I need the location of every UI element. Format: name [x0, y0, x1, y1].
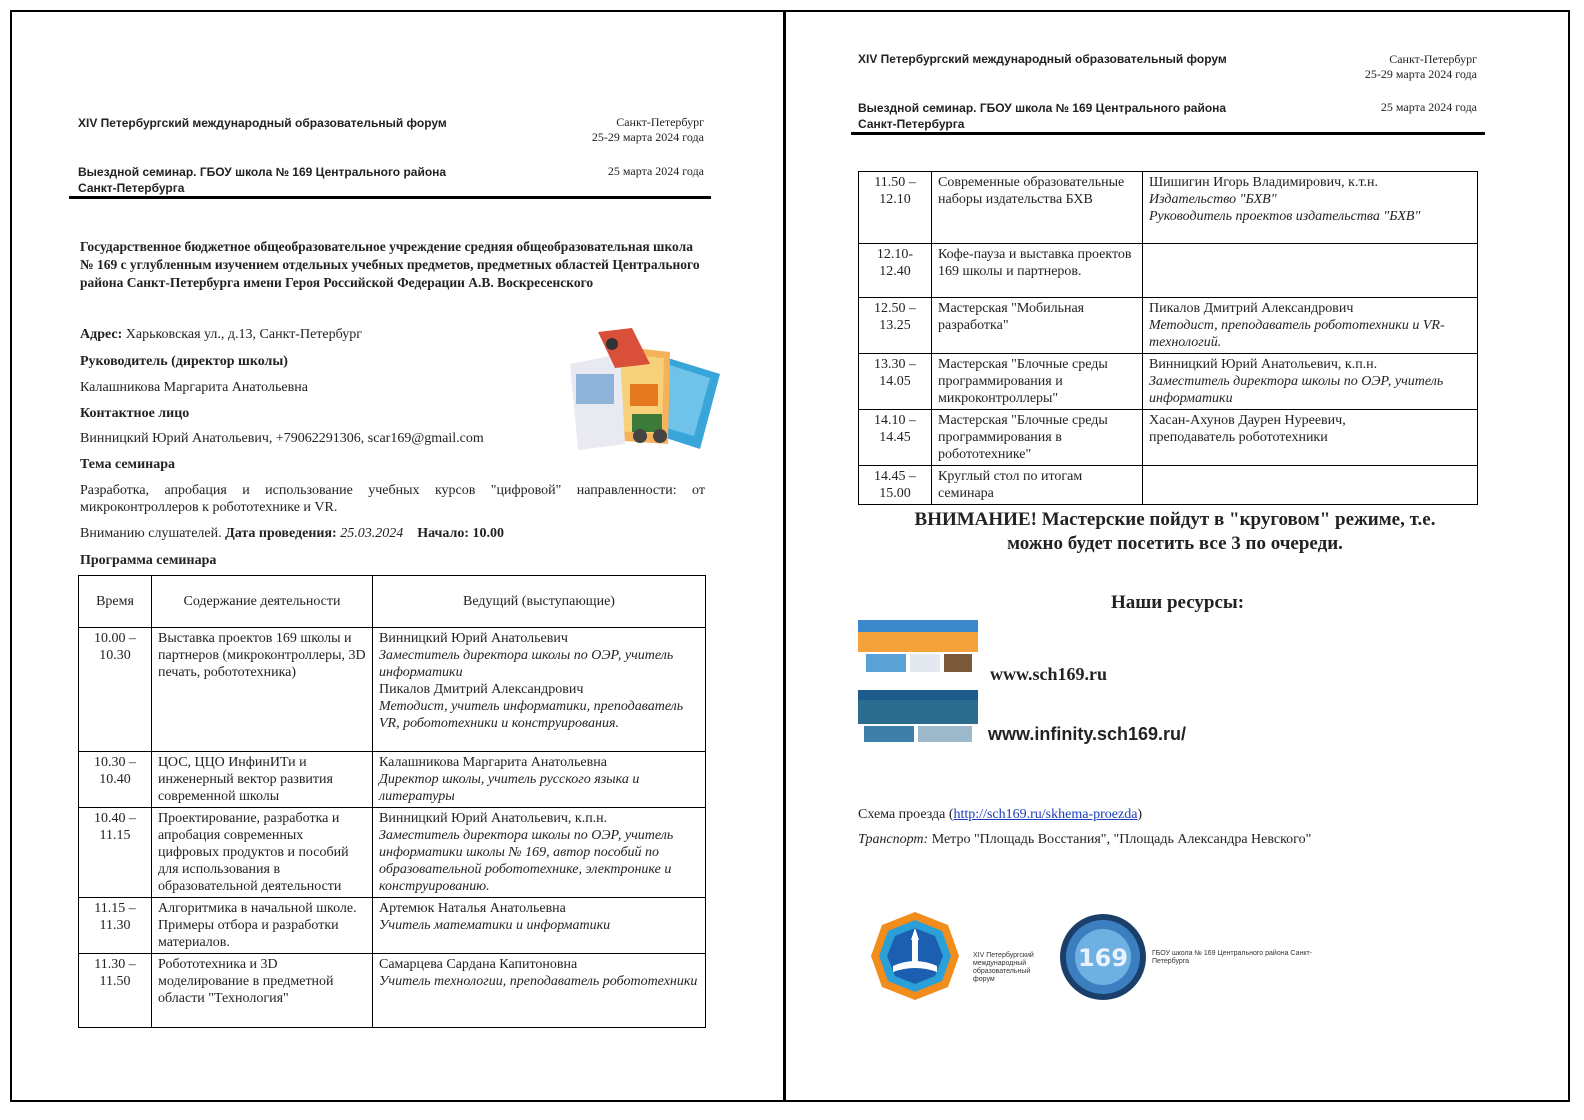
seminar-line2: Санкт-Петербурга: [78, 181, 185, 195]
site1-link[interactable]: www.sch169.ru: [990, 664, 1108, 684]
table-row: [79, 628, 706, 752]
table-header-activity: Содержание деятельности: [152, 576, 373, 628]
time-cell: 10.40 – 11.15: [79, 808, 152, 898]
host-name: Самарцева Сардана Капитоновна: [379, 957, 578, 972]
host-cell: [373, 954, 706, 1028]
page-divider: [783, 10, 786, 1102]
activity-cell: Проектирование, разработка и апробация современных цифровых продуктов и пособий для использования в образовательной деятельности: [152, 808, 373, 898]
director-label: Руководитель (директор школы): [80, 354, 288, 369]
topic-text: Разработка, апробация и использование учебных курсов "цифровой" направленности: от микроконтроллеров к робототехнике и VR.: [80, 483, 705, 515]
host-role: Методист, преподаватель робототехники и VR-технологий.: [1149, 318, 1445, 350]
director-name: Калашникова Маргарита Анатольевна: [80, 380, 308, 395]
school-logo-caption: ГБОУ школа № 169 Центрального района Санкт-Петербурга: [1152, 950, 1313, 965]
date-line: [80, 526, 504, 542]
activity-cell: Мастерская "Блочные среды программирования и микроконтроллеры": [932, 354, 1143, 410]
time-cell: 11.50 – 12.10: [859, 172, 932, 244]
host-role: Заместитель директора школы по ОЭР, учитель информатики: [1149, 374, 1444, 406]
seminar-line1: Выездной семинар. ГБОУ школа № 169 Центрального района: [858, 101, 1227, 115]
site2-thumbnail[interactable]: [858, 690, 978, 746]
host-name: Пикалов Дмитрий Александрович: [379, 682, 584, 697]
header-rule: [851, 132, 1485, 135]
table-row: [79, 954, 706, 1028]
activity-cell: Кофе-пауза и выставка проектов 169 школы и партнеров.: [932, 244, 1143, 298]
forum-date-range: 25-29 марта 2024 года: [591, 130, 704, 144]
time-cell: 13.30 – 14.05: [859, 354, 932, 410]
seminar-date: 25 марта 2024 года: [607, 164, 704, 178]
site2-link[interactable]: www.infinity.sch169.ru/: [988, 724, 1187, 744]
table-header-host: Ведущий (выступающие): [373, 576, 706, 628]
time-cell: 10.30 – 10.40: [79, 752, 152, 808]
forum-title: XIV Петербургский международный образовательный форум: [858, 52, 1227, 66]
transport-line: [858, 832, 1311, 848]
host-role: Учитель технологии, преподаватель робототехники: [379, 974, 698, 989]
time-cell: 14.10 – 14.45: [859, 410, 932, 466]
time-cell: 10.00 – 10.30: [79, 628, 152, 752]
table-row: [859, 466, 1478, 505]
host-role: Директор школы, учитель русского языка и литературы: [379, 772, 640, 804]
page-right: [787, 12, 1568, 1100]
table-row: [79, 898, 706, 954]
time-cell: 14.45 – 15.00: [859, 466, 932, 505]
activity-cell: Мастерская "Мобильная разработка": [932, 298, 1143, 354]
host-role: Руководитель проектов издательства "БХВ": [1149, 209, 1421, 224]
host-name: Винницкий Юрий Анатольевич: [379, 631, 568, 646]
host-cell: [373, 628, 706, 752]
host-role: Методист, учитель информатики, преподаватель VR, робототехники и конструирования.: [379, 699, 684, 731]
forum-title: XIV Петербургский международный образовательный форум: [78, 116, 447, 130]
table-header-time: Время: [79, 576, 152, 628]
activity-cell: Выставка проектов 169 школы и партнеров (микроконтроллеры, 3D печать, робототехника): [152, 628, 373, 752]
host-role: Заместитель директора школы по ОЭР, учитель информатики: [379, 648, 674, 680]
host-role: Издательство "БХВ": [1149, 192, 1277, 207]
program-table-2: [858, 171, 1478, 505]
forum-dates: [532, 115, 704, 145]
page-left: [12, 12, 782, 1100]
date-value: 25.03.2024: [340, 526, 404, 541]
activity-cell: Робототехника и 3D моделирование в предметной области "Технология": [152, 954, 373, 1028]
host-cell: [373, 752, 706, 808]
attention-notice: [855, 508, 1495, 556]
activity-cell: Современные образовательные наборы издательства БХВ: [932, 172, 1143, 244]
address-value: Харьковская ул., д.13, Санкт-Петербург: [125, 327, 362, 342]
forum-date-range: 25-29 марта 2024 года: [1364, 67, 1477, 81]
host-name: Шишигин Игорь Владимирович, к.т.н.: [1149, 175, 1379, 190]
program-table-1: [78, 575, 706, 1028]
host-role: Учитель математики и информатики: [379, 918, 611, 933]
host-name: Винницкий Юрий Анатольевич, к.п.н.: [379, 811, 608, 826]
site1-thumbnail[interactable]: [858, 620, 978, 676]
route-link[interactable]: http://sch169.ru/skhema-proezda: [953, 807, 1138, 822]
forum-city: Санкт-Петербург: [1389, 52, 1477, 66]
route-line: [858, 807, 1142, 823]
host-cell: [1143, 466, 1478, 505]
date-label: Дата проведения:: [225, 526, 337, 541]
table-row: [859, 172, 1478, 244]
host-role: Заместитель директора школы по ОЭР, учитель информатики школы № 169, автор пособий по образовательной робототехнике, электронике и конструированию.: [379, 828, 674, 894]
books-illustration: [560, 324, 730, 459]
host-name: Хасан-Ахунов Даурен Нуреевич,: [1149, 413, 1346, 428]
host-name: Пикалов Дмитрий Александрович: [1149, 301, 1354, 316]
header-rule: [69, 196, 711, 199]
transport-value: Метро "Площадь Восстания", "Площадь Александра Невского": [931, 832, 1312, 847]
seminar-header: [858, 100, 1226, 132]
attention-line1: ВНИМАНИЕ! Мастерские пойдут в "круговом" режиме, т.е.: [914, 509, 1436, 530]
address-label: Адрес:: [80, 327, 123, 342]
transport-label: Транспорт:: [858, 832, 929, 847]
host-cell: [1143, 172, 1478, 244]
table-row: [79, 808, 706, 898]
time-cell: 11.30 – 11.50: [79, 954, 152, 1028]
activity-cell: Алгоритмика в начальной школе. Примеры отбора и разработки материалов.: [152, 898, 373, 954]
route-close: ): [1137, 807, 1143, 822]
school-logo-number: 169: [1077, 944, 1129, 972]
seminar-line2: Санкт-Петербурга: [858, 117, 965, 131]
host-role: преподаватель робототехники: [1149, 430, 1328, 445]
forum-logo-icon: [869, 910, 961, 1002]
seminar-header: [78, 164, 446, 196]
route-label: Схема проезда (: [858, 807, 954, 822]
forum-city: Санкт-Петербург: [616, 115, 704, 129]
forum-dates: [1305, 52, 1477, 82]
org-name: Государственное бюджетное общеобразовательное учреждение средняя общеобразовательная школа № 169 с углубленным изучением отдельных учебных предметов, предметных областей Центрального района Санкт-Петербурга имени Героя Российской Федерации А.В. Воскресенского: [80, 239, 700, 290]
host-cell: [1143, 410, 1478, 466]
attention-note: Вниманию слушателей.: [80, 526, 222, 541]
activity-cell: Круглый стол по итогам семинара: [932, 466, 1143, 505]
host-cell: [373, 898, 706, 954]
host-name: Артемюк Наталья Анатольевна: [379, 901, 566, 916]
start-time: Начало: 10.00: [417, 526, 505, 541]
host-cell: [1143, 354, 1478, 410]
program-label: Программа семинара: [80, 553, 217, 568]
time-cell: 12.50 – 13.25: [859, 298, 932, 354]
address-line: [80, 327, 362, 343]
table-row: [859, 354, 1478, 410]
contact-value: Винницкий Юрий Анатольевич, +79062291306, scar169@gmail.com: [80, 431, 484, 446]
activity-cell: Мастерская "Блочные среды программирования в робототехнике": [932, 410, 1143, 466]
school-logo-icon: [1058, 912, 1148, 1002]
attention-line2: можно будет посетить все 3 по очереди.: [1007, 533, 1343, 554]
host-name: Винницкий Юрий Анатольевич, к.п.н.: [1149, 357, 1378, 372]
contact-label: Контактное лицо: [80, 406, 190, 421]
table-row: [79, 752, 706, 808]
resources-title: Наши ресурсы:: [1110, 592, 1245, 613]
time-cell: 12.10- 12.40: [859, 244, 932, 298]
topic-label: Тема семинара: [80, 457, 176, 472]
time-cell: 11.15 – 11.30: [79, 898, 152, 954]
seminar-date: 25 марта 2024 года: [1380, 100, 1477, 114]
host-name: Калашникова Маргарита Анатольевна: [379, 755, 607, 770]
table-row: [859, 244, 1478, 298]
host-cell: [1143, 298, 1478, 354]
table-row: [859, 410, 1478, 466]
activity-cell: ЦОС, ЦЦО ИнфинИТи и инженерный вектор развития современной школы: [152, 752, 373, 808]
table-row: [859, 298, 1478, 354]
forum-logo-caption: XIV Петербургский международный образовательный форум: [973, 952, 1034, 983]
host-cell: [1143, 244, 1478, 298]
seminar-line1: Выездной семинар. ГБОУ школа № 169 Центрального района: [78, 165, 447, 179]
host-cell: [373, 808, 706, 898]
